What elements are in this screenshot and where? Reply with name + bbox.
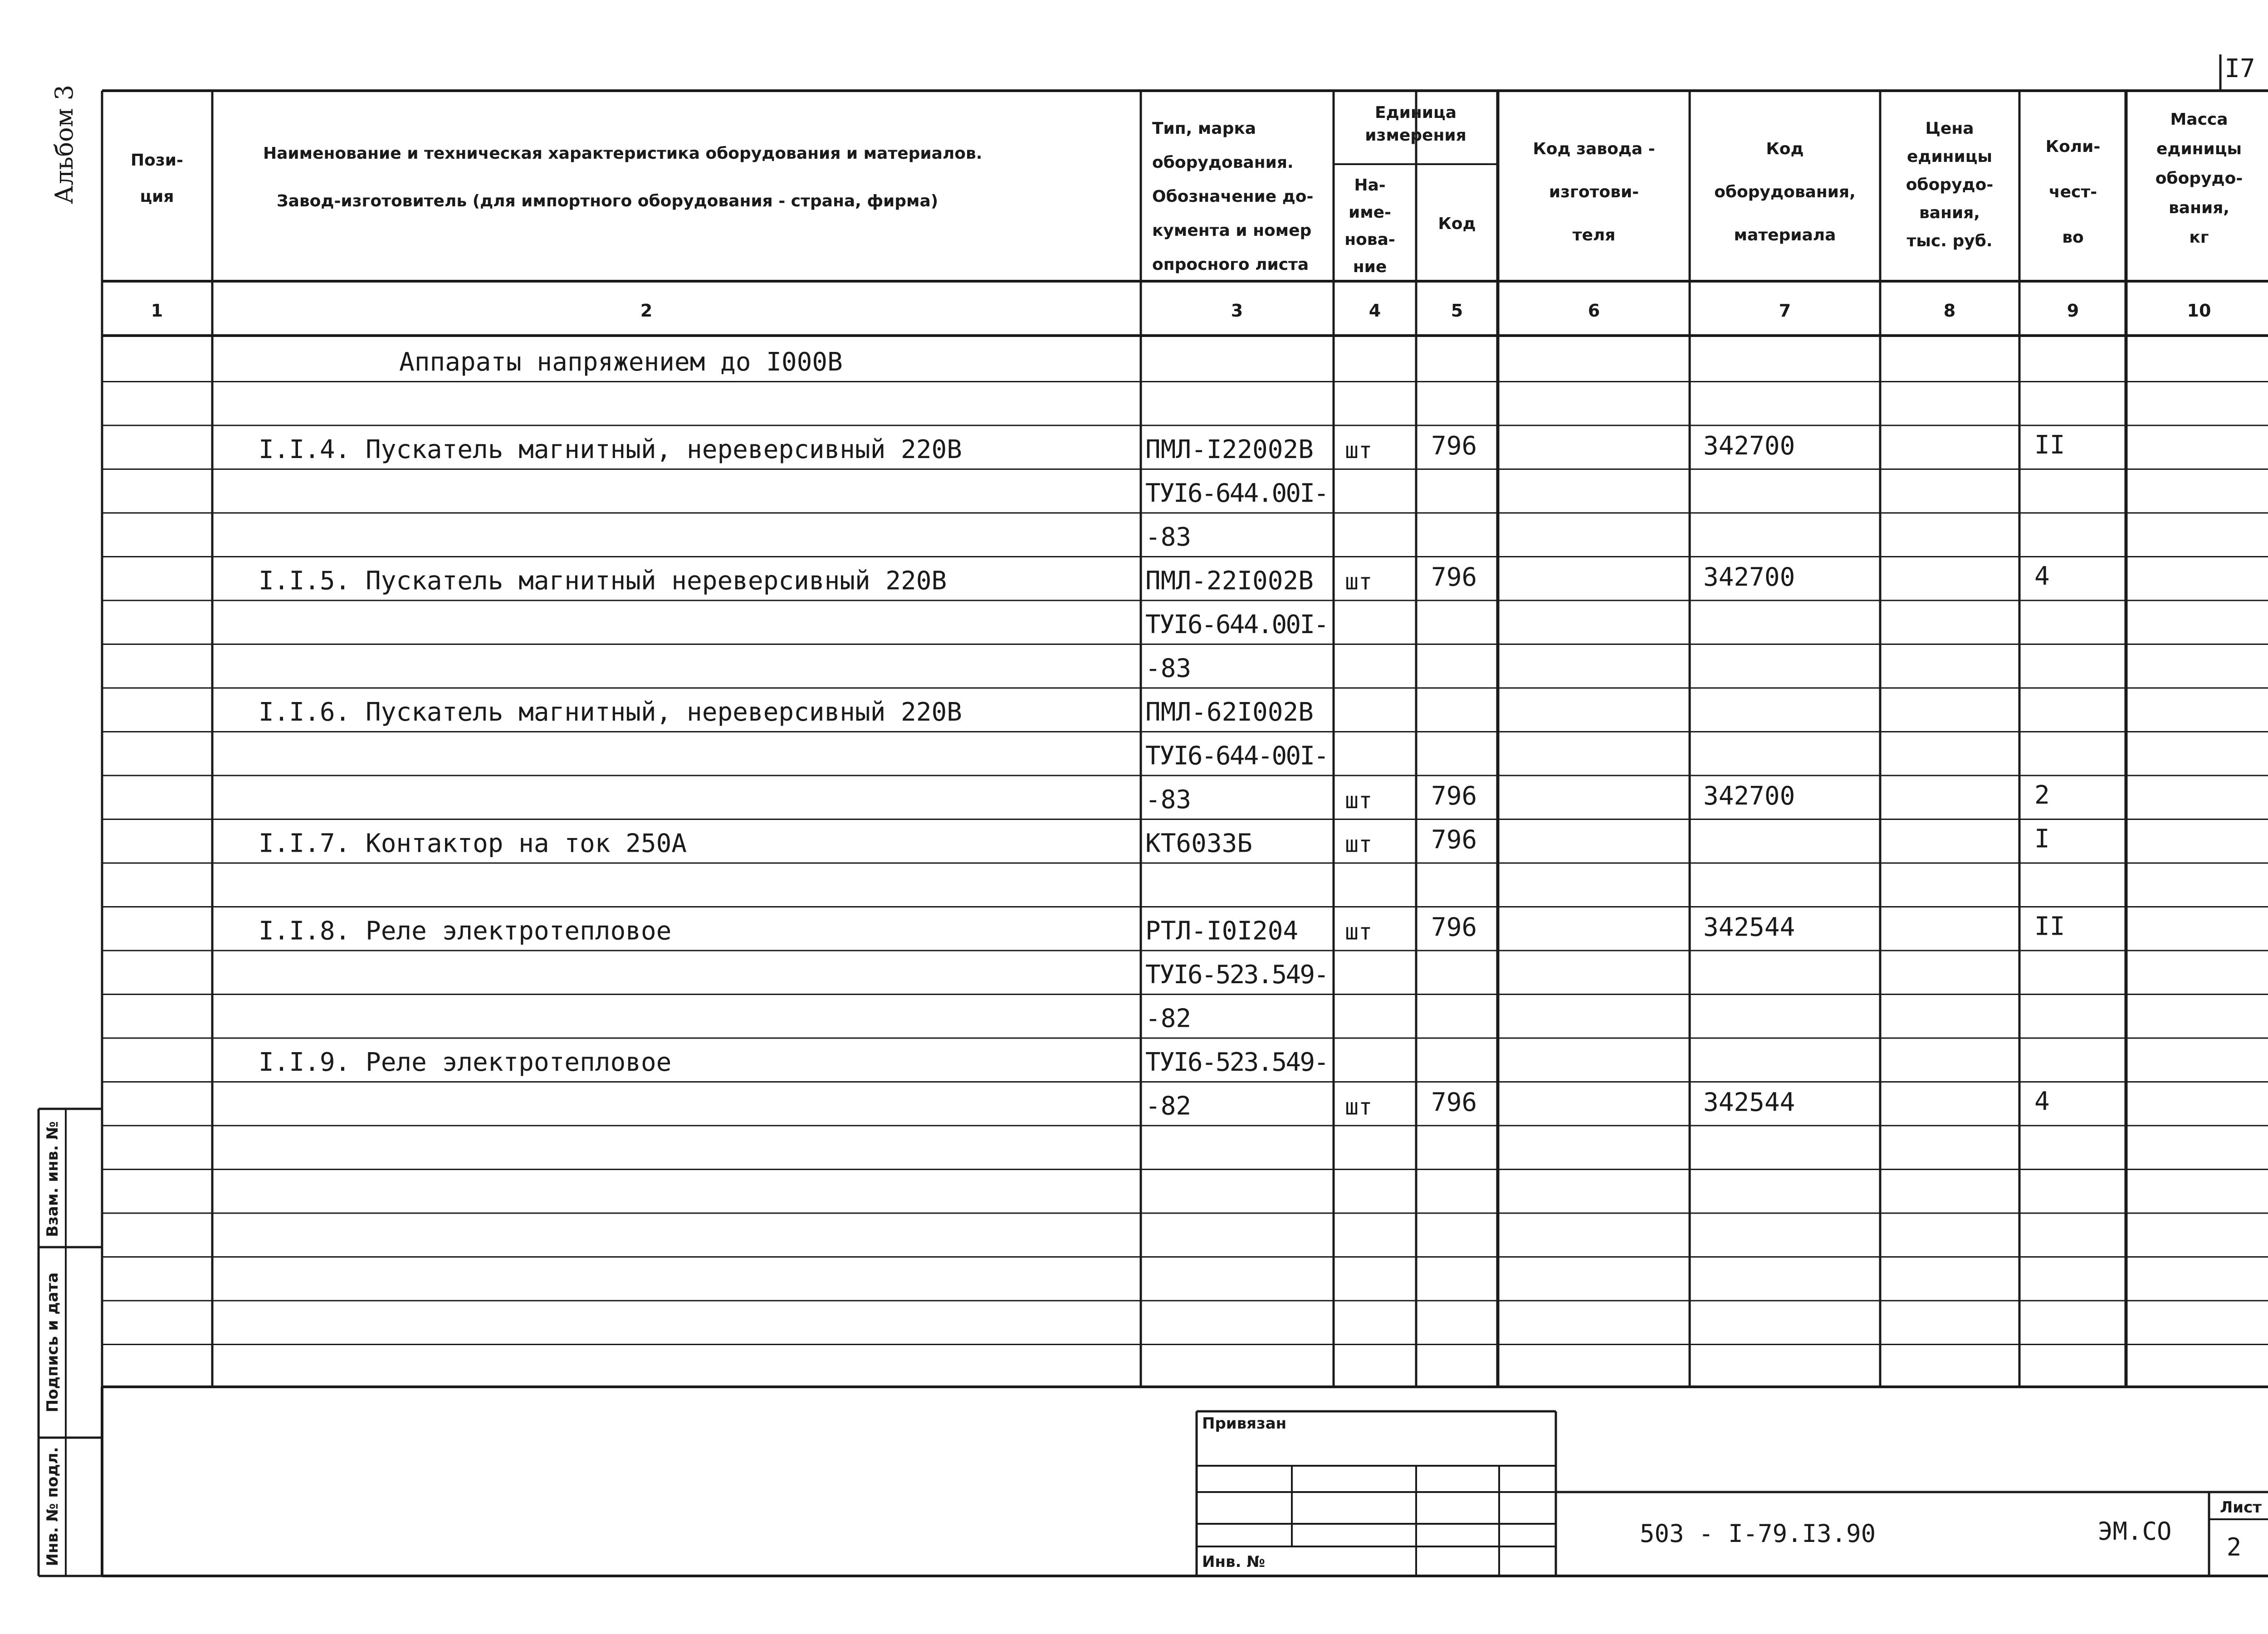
- column-number: 7: [1779, 301, 1791, 321]
- item-equipment-code: 342700: [1703, 562, 1795, 592]
- header-label: На-: [1354, 176, 1386, 195]
- item-type: -83: [1145, 785, 1192, 815]
- item-unit-code: 796: [1431, 781, 1477, 811]
- header-label: Код: [1438, 215, 1476, 233]
- side-label: Инв. № подл.: [44, 1447, 62, 1566]
- item-name: Аппараты напряжением до I000В: [399, 347, 843, 377]
- item-type: ТУI6-644-00I-: [1145, 741, 1329, 771]
- column-number: 1: [151, 301, 163, 321]
- header-label: оборудования,: [1714, 183, 1856, 201]
- item-quantity: II: [2034, 430, 2065, 460]
- column-number: 5: [1451, 301, 1463, 321]
- header-label: ция: [140, 187, 174, 206]
- header-label: нова-: [1344, 230, 1395, 249]
- title-block: [102, 54, 2268, 1576]
- item-name: I.I.4. Пускатель магнитный, нереверсивный 220В: [259, 435, 962, 464]
- document-code: 503 - I-79.I3.90: [1640, 1519, 1876, 1548]
- header-label: измерения: [1365, 126, 1466, 145]
- item-quantity: II: [2034, 912, 2065, 941]
- item-name: I.I.7. Контактор на ток 250А: [259, 829, 687, 858]
- item-equipment-code: 342700: [1703, 431, 1795, 461]
- header-label: ние: [1353, 258, 1387, 276]
- item-name: I.I.9. Реле электротепловое: [259, 1048, 672, 1077]
- item-unit: шт: [1345, 568, 1373, 595]
- item-equipment-code: 342700: [1703, 781, 1795, 811]
- header-label: материала: [1734, 226, 1836, 244]
- item-type: ТУI6-523.549-: [1145, 960, 1329, 990]
- item-unit-code: 796: [1431, 912, 1477, 942]
- header-label: единицы: [2156, 140, 2242, 158]
- column-number: 6: [1588, 301, 1600, 321]
- item-type: -83: [1145, 522, 1192, 552]
- column-number: 10: [2187, 301, 2211, 321]
- table-body: [259, 347, 2065, 1121]
- item-type: ТУI6-644.00I-: [1145, 610, 1329, 639]
- header-label: во: [2062, 228, 2084, 247]
- header-label: Масса: [2170, 110, 2228, 129]
- header-label: опросного листа: [1152, 255, 1309, 274]
- page-number: I7: [2224, 54, 2255, 83]
- sheet-label: Лист: [2220, 1498, 2262, 1517]
- item-type: КТ6033Б: [1145, 829, 1253, 858]
- item-quantity: 2: [2034, 780, 2050, 810]
- item-unit: шт: [1345, 787, 1373, 814]
- header-label: изготови-: [1549, 183, 1639, 201]
- header-label: Наименование и техническая характеристика оборудования и материалов.: [263, 144, 982, 163]
- item-type: ПМЛ-22I002В: [1145, 566, 1314, 596]
- item-type: ТУI6-644.00I-: [1145, 478, 1329, 508]
- item-unit: шт: [1345, 437, 1373, 463]
- item-name: I.I.6. Пускатель магнитный, нереверсивный 220В: [259, 697, 962, 727]
- header-text: [131, 103, 2243, 276]
- header-label: вания,: [2169, 199, 2229, 217]
- item-type: -83: [1145, 654, 1192, 683]
- header-label: оборудо-: [2155, 169, 2243, 188]
- header-label: Код завода -: [1533, 140, 1655, 158]
- column-number: 4: [1369, 301, 1381, 321]
- album-label: Альбом 3: [50, 84, 78, 204]
- header-label: тыс. руб.: [1906, 232, 1993, 250]
- item-quantity: I: [2034, 824, 2050, 854]
- item-unit: шт: [1345, 831, 1373, 858]
- inv-number-label: Инв. №: [1202, 1553, 1266, 1571]
- item-name: I.I.5. Пускатель магнитный нереверсивный 220В: [259, 566, 947, 596]
- item-quantity: 4: [2034, 561, 2050, 591]
- item-type: РТЛ-I0I204: [1145, 916, 1299, 946]
- header-label: оборудования.: [1152, 153, 1294, 172]
- side-stamp: [39, 1109, 102, 1576]
- item-quantity: 4: [2034, 1087, 2050, 1117]
- column-number: 3: [1231, 301, 1243, 321]
- item-type: ПМЛ-62I002В: [1145, 697, 1314, 727]
- item-type: -82: [1145, 1004, 1192, 1034]
- item-unit-code: 796: [1431, 562, 1477, 592]
- table-grid: [102, 91, 2268, 1387]
- header-label: Завод-изготовитель (для импортного оборудования - страна, фирма): [277, 192, 938, 210]
- bound-label: Привязан: [1202, 1415, 1287, 1433]
- item-unit-code: 796: [1431, 825, 1477, 855]
- item-equipment-code: 342544: [1703, 912, 1795, 942]
- header-label: име-: [1348, 203, 1392, 222]
- item-unit: шт: [1345, 918, 1373, 945]
- item-unit: шт: [1345, 1093, 1373, 1120]
- header-label: Код: [1766, 140, 1804, 158]
- item-unit-code: 796: [1431, 431, 1477, 461]
- column-number: 9: [2067, 301, 2079, 321]
- header-label: Коли-: [2045, 137, 2101, 156]
- header-label: чест-: [2048, 183, 2097, 201]
- item-equipment-code: 342544: [1703, 1088, 1795, 1117]
- side-label: Взам. инв. №: [44, 1121, 62, 1237]
- item-name: I.I.8. Реле электротепловое: [259, 916, 672, 946]
- header-label: вания,: [1919, 204, 1980, 222]
- header-label: кг: [2189, 228, 2209, 247]
- item-type: ТУI6-523.549-: [1145, 1048, 1329, 1077]
- sheet-number: 2: [2226, 1533, 2242, 1561]
- item-type: ПМЛ-I22002В: [1145, 435, 1314, 464]
- header-label: единицы: [1906, 147, 1993, 166]
- item-type: -82: [1145, 1091, 1192, 1121]
- header-label: Тип, марка: [1152, 119, 1256, 138]
- column-number: 2: [640, 301, 653, 321]
- header-label: теля: [1572, 226, 1616, 244]
- header-label: Цена: [1925, 119, 1974, 138]
- item-unit-code: 796: [1431, 1088, 1477, 1117]
- column-numbers: [151, 301, 2211, 321]
- header-label: Единица: [1375, 103, 1457, 122]
- header-label: Обозначение до-: [1152, 187, 1314, 206]
- header-label: кумента и номер: [1152, 221, 1312, 240]
- header-label: Пози-: [131, 151, 183, 170]
- header-label: оборудо-: [1906, 176, 1994, 194]
- document-mark: ЭМ.СО: [2098, 1517, 2172, 1546]
- column-number: 8: [1943, 301, 1956, 321]
- side-label: Подпись и дата: [44, 1272, 62, 1413]
